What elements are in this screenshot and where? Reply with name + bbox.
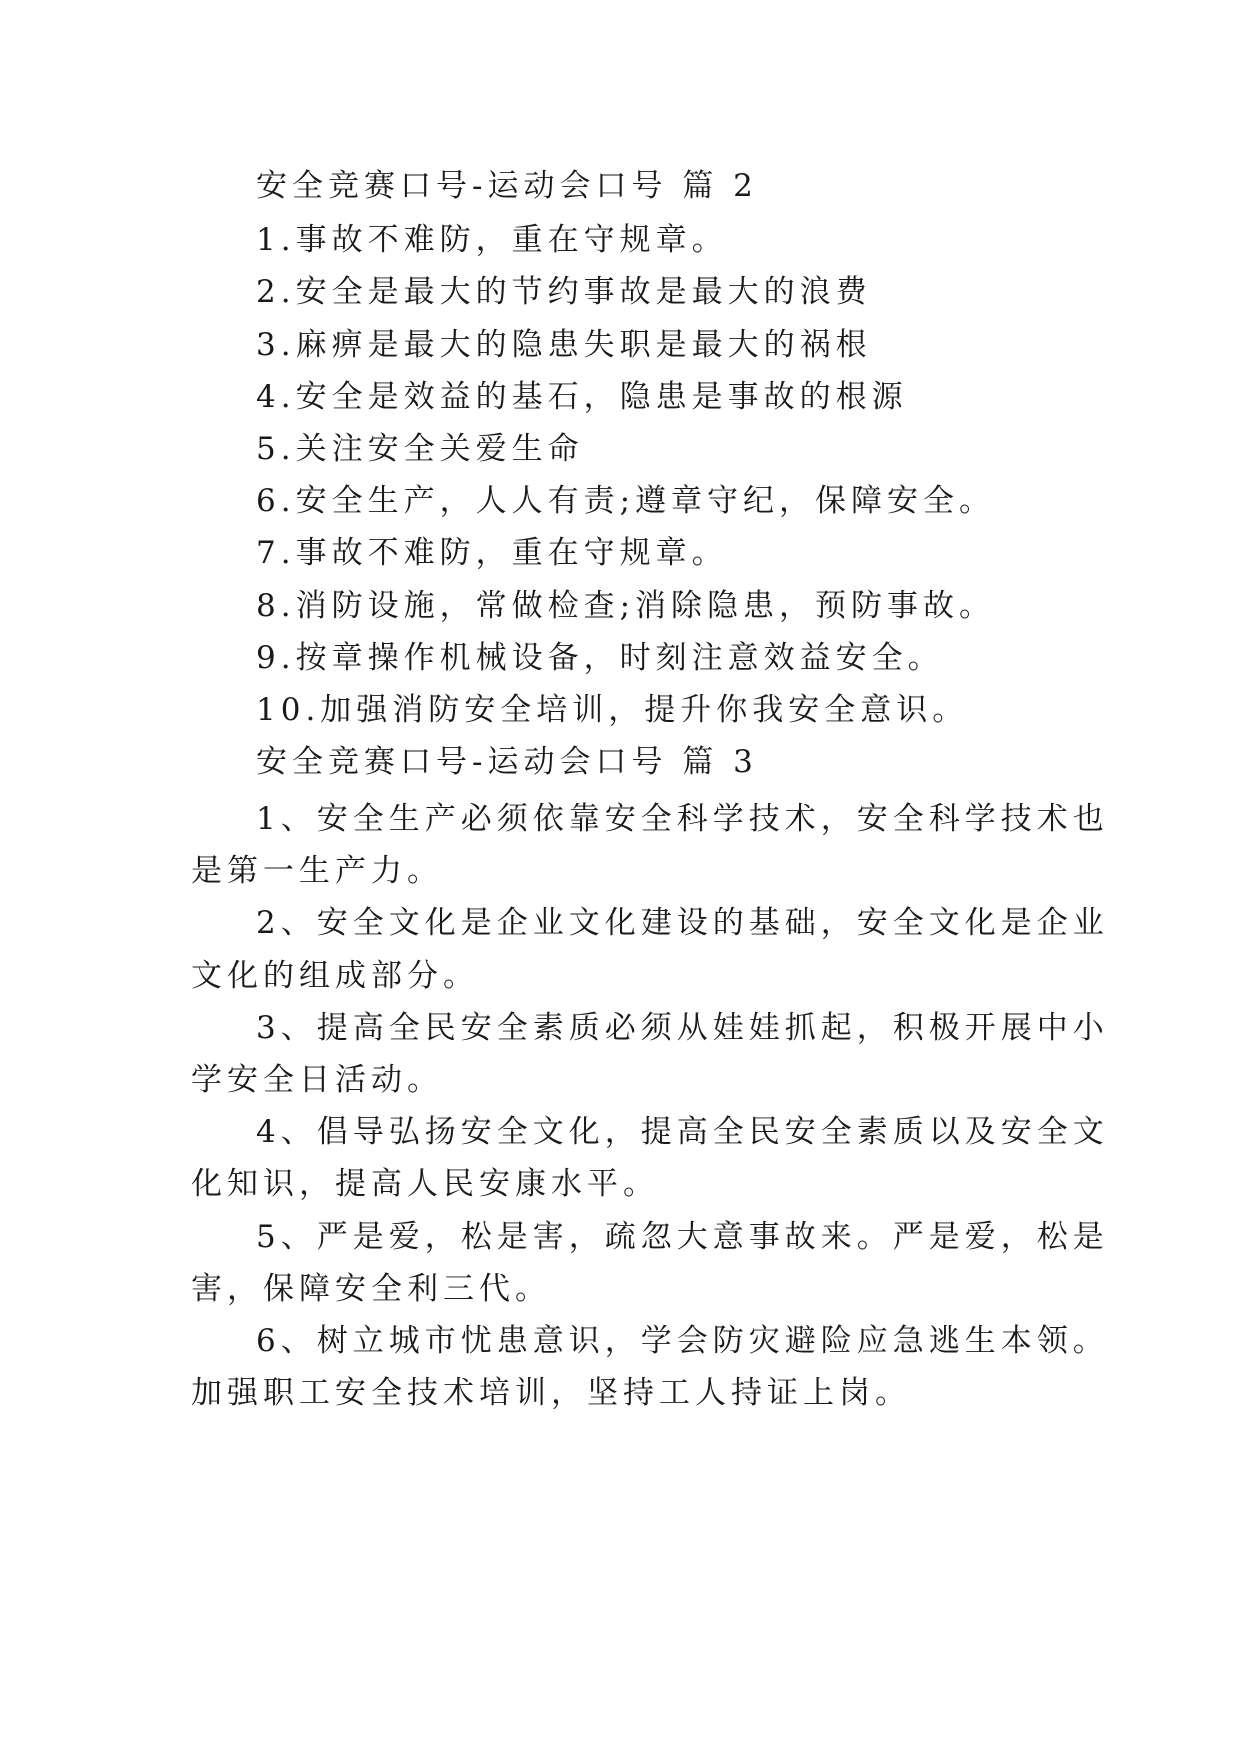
list-item: 7.事故不难防，重在守规章。	[256, 535, 728, 571]
paragraph-line: 2、安全文化是企业文化建设的基础，安全文化是企业	[256, 905, 1109, 941]
paragraph-line: 学安全日活动。	[191, 1062, 443, 1098]
paragraph-line: 文化的组成部分。	[191, 958, 479, 994]
list-item: 3.麻痹是最大的隐患失职是最大的祸根	[256, 327, 872, 363]
list-item: 1.事故不难防，重在守规章。	[256, 222, 728, 258]
paragraph-line: 4、倡导弘扬安全文化，提高全民安全素质以及安全文	[256, 1114, 1109, 1150]
list-item: 4.安全是效益的基石，隐患是事故的根源	[256, 379, 908, 415]
list-item: 6.安全生产，人人有责;遵章守纪，保障安全。	[256, 483, 996, 519]
list-item: 5.关注安全关爱生命	[256, 431, 584, 467]
paragraph-line: 1、安全生产必须依靠安全科学技术，安全科学技术也	[256, 801, 1109, 837]
paragraph-line: 3、提高全民安全素质必须从娃娃抓起，积极开展中小	[256, 1010, 1109, 1046]
list-item: 9.按章操作机械设备，时刻注意效益安全。	[256, 640, 944, 676]
paragraph-line: 加强职工安全技术培训，坚持工人持证上岗。	[191, 1375, 911, 1411]
section-3-heading: 安全竞赛口号-运动会口号 篇 3	[256, 744, 758, 780]
paragraph-line: 害，保障安全利三代。	[191, 1271, 551, 1307]
list-item: 2.安全是最大的节约事故是最大的浪费	[256, 274, 872, 310]
paragraph-line: 化知识，提高人民安康水平。	[191, 1166, 659, 1202]
list-item: 10.加强消防安全培训，提升你我安全意识。	[256, 692, 969, 728]
paragraph-line: 5、严是爱，松是害，疏忽大意事故来。严是爱，松是	[256, 1219, 1109, 1255]
paragraph-line: 6、树立城市忧患意识，学会防灾避险应急逃生本领。	[256, 1323, 1109, 1359]
section-2-heading: 安全竞赛口号-运动会口号 篇 2	[256, 168, 758, 204]
list-item: 8.消防设施，常做检查;消除隐患，预防事故。	[256, 588, 996, 624]
paragraph-line: 是第一生产力。	[191, 853, 443, 889]
